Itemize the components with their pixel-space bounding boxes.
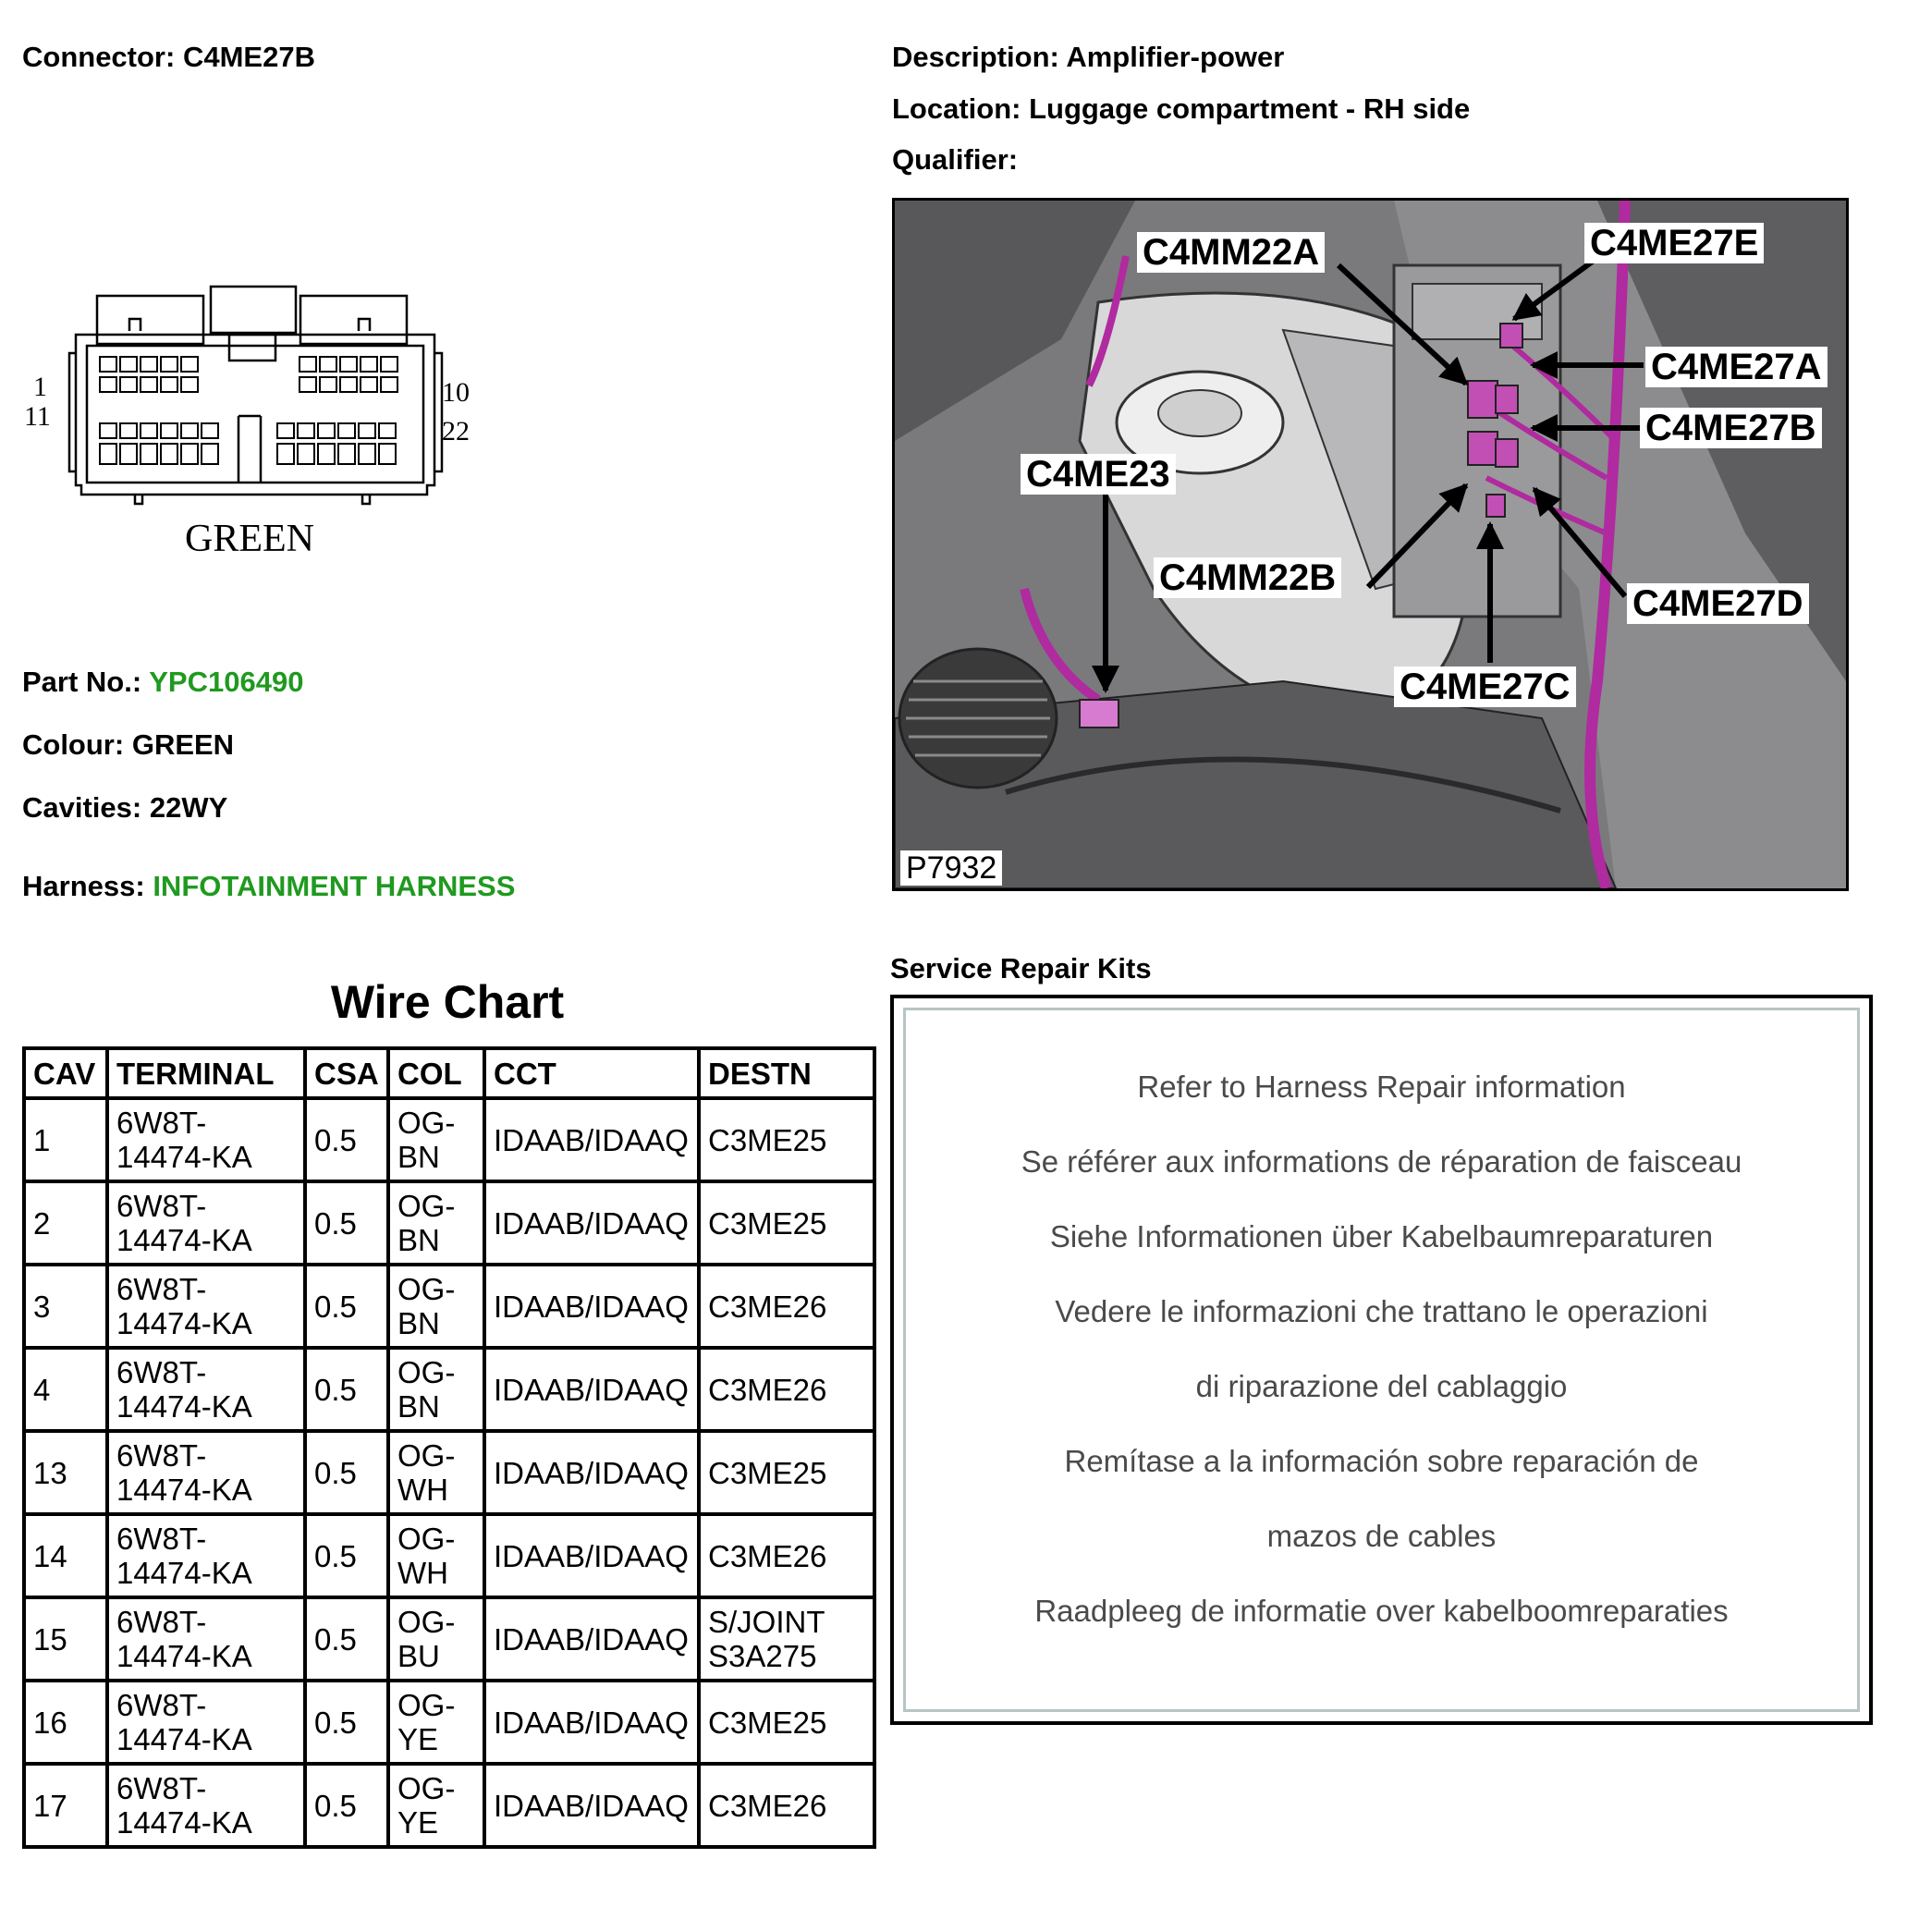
srk-line-it-2: di riparazione del cablaggio: [1195, 1369, 1568, 1403]
cell-cav: 1: [24, 1098, 107, 1181]
service-repair-kits-box: [890, 995, 1873, 1725]
luggage-compartment-illustration: [895, 201, 1846, 888]
cell-terminal: 6W8T- 14474-KA: [107, 1431, 305, 1514]
cell-cav: 17: [24, 1764, 107, 1847]
srk-line-nl: Raadpleeg de informatie over kabelboomreparaties: [1034, 1594, 1729, 1628]
cell-cav: 16: [24, 1681, 107, 1764]
colour-line: [22, 728, 234, 762]
srk-line-fr: Se référer aux informations de réparation de faisceau: [1021, 1144, 1742, 1179]
cell-destn: C3ME25: [699, 1098, 874, 1181]
cell-terminal: 6W8T- 14474-KA: [107, 1265, 305, 1348]
cell-col: OG- WH: [388, 1514, 484, 1597]
cavities-line: [22, 791, 227, 825]
srk-line-de: Siehe Informationen über Kabelbaumreparaturen: [1049, 1219, 1714, 1253]
location-label: Location:: [892, 92, 1021, 125]
cell-destn: S/JOINT S3A275: [699, 1597, 874, 1681]
cell-terminal: 6W8T- 14474-KA: [107, 1764, 305, 1847]
cell-destn: C3ME26: [699, 1764, 874, 1847]
col-header-csa: CSA: [305, 1048, 388, 1098]
harness-label: Harness:: [22, 870, 145, 902]
cell-col: OG- WH: [388, 1431, 484, 1514]
callout-c4me27d: C4ME27D: [1627, 583, 1809, 624]
cell-col: OG- YE: [388, 1764, 484, 1847]
cell-col: OG- BN: [388, 1265, 484, 1348]
cell-csa: 0.5: [305, 1098, 388, 1181]
cell-col: OG- BN: [388, 1098, 484, 1181]
cell-destn: C3ME26: [699, 1348, 874, 1431]
callout-c4me27c: C4ME27C: [1394, 666, 1576, 707]
service-repair-kits-inner: [903, 1008, 1860, 1712]
cavities-label: Cavities:: [22, 791, 142, 824]
cell-cav: 15: [24, 1597, 107, 1681]
figure-id: P7932: [900, 850, 1002, 886]
cell-cct: IDAAB/IDAAQ: [484, 1348, 699, 1431]
table-row: [24, 1265, 874, 1348]
cell-terminal: 6W8T- 14474-KA: [107, 1098, 305, 1181]
connector-label: Connector:: [22, 41, 176, 73]
cell-col: OG- BN: [388, 1348, 484, 1431]
connector-heading: [22, 41, 315, 74]
callout-c4me27e: C4ME27E: [1584, 223, 1764, 263]
col-header-destn: DESTN: [699, 1048, 874, 1098]
table-row: [24, 1514, 874, 1597]
cell-terminal: 6W8T- 14474-KA: [107, 1597, 305, 1681]
callout-c4mm22a: C4MM22A: [1137, 232, 1325, 273]
callout-c4me27a: C4ME27A: [1645, 347, 1828, 387]
cell-terminal: 6W8T- 14474-KA: [107, 1348, 305, 1431]
callout-c4mm22b: C4MM22B: [1154, 557, 1341, 598]
table-row: [24, 1098, 874, 1181]
cell-csa: 0.5: [305, 1431, 388, 1514]
cell-cav: 14: [24, 1514, 107, 1597]
cell-csa: 0.5: [305, 1681, 388, 1764]
cell-csa: 0.5: [305, 1348, 388, 1431]
colour-value: GREEN: [131, 728, 235, 761]
table-row: [24, 1597, 874, 1681]
col-header-cct: CCT: [484, 1048, 699, 1098]
pin-label-11: 11: [24, 401, 51, 432]
cell-destn: C3ME26: [699, 1265, 874, 1348]
cell-destn: C3ME25: [699, 1681, 874, 1764]
location-line: [892, 92, 1470, 126]
cell-cct: IDAAB/IDAAQ: [484, 1098, 699, 1181]
callout-c4me23: C4ME23: [1021, 454, 1176, 495]
connector-value: C4ME27B: [182, 41, 315, 73]
location-value: Luggage compartment - RH side: [1029, 92, 1471, 125]
cell-cct: IDAAB/IDAAQ: [484, 1597, 699, 1681]
cell-cct: IDAAB/IDAAQ: [484, 1681, 699, 1764]
wire-chart-header-row: [24, 1048, 874, 1098]
table-row: [24, 1431, 874, 1514]
cell-col: OG- BU: [388, 1597, 484, 1681]
cavities-value: 22WY: [149, 791, 228, 824]
wire-chart-table: [22, 1046, 876, 1849]
pin-label-1: 1: [33, 372, 47, 402]
srk-line-es-1: Remítase a la información sobre reparación de: [1064, 1444, 1699, 1478]
srk-line-es-2: mazos de cables: [1266, 1519, 1497, 1553]
cell-terminal: 6W8T- 14474-KA: [107, 1514, 305, 1597]
cell-cav: 4: [24, 1348, 107, 1431]
col-header-col: COL: [388, 1048, 484, 1098]
description-label: Description:: [892, 41, 1059, 73]
col-header-cav: CAV: [24, 1048, 107, 1098]
cell-cct: IDAAB/IDAAQ: [484, 1764, 699, 1847]
col-header-terminal: TERMINAL: [107, 1048, 305, 1098]
cell-cct: IDAAB/IDAAQ: [484, 1265, 699, 1348]
cell-cav: 3: [24, 1265, 107, 1348]
connector-colour-caption: GREEN: [185, 518, 314, 560]
cell-destn: C3ME25: [699, 1431, 874, 1514]
table-row: [24, 1764, 874, 1847]
location-photo: [892, 198, 1849, 891]
part-number-line: [22, 666, 303, 699]
cell-destn: C3ME25: [699, 1181, 874, 1265]
cell-csa: 0.5: [305, 1514, 388, 1597]
wire-chart-title: Wire Chart: [330, 976, 565, 1028]
table-row: [24, 1681, 874, 1764]
srk-line-it-1: Vedere le informazioni che trattano le operazioni: [1055, 1294, 1708, 1328]
cell-csa: 0.5: [305, 1597, 388, 1681]
colour-label: Colour:: [22, 728, 125, 761]
cell-col: OG- YE: [388, 1681, 484, 1764]
connector-face-diagram: [18, 277, 499, 573]
qualifier-label: Qualifier:: [892, 143, 1019, 176]
part-number-value: YPC106490: [149, 666, 304, 698]
pin-label-22: 22: [442, 416, 470, 446]
pin-label-10: 10: [442, 377, 470, 408]
description-value: Amplifier-power: [1066, 41, 1285, 73]
srk-line-en: Refer to Harness Repair information: [1137, 1070, 1626, 1104]
cell-cct: IDAAB/IDAAQ: [484, 1181, 699, 1265]
cell-destn: C3ME26: [699, 1514, 874, 1597]
cell-csa: 0.5: [305, 1265, 388, 1348]
cell-cav: 13: [24, 1431, 107, 1514]
cell-csa: 0.5: [305, 1181, 388, 1265]
cell-cct: IDAAB/IDAAQ: [484, 1431, 699, 1514]
cell-terminal: 6W8T- 14474-KA: [107, 1181, 305, 1265]
harness-value: INFOTAINMENT HARNESS: [153, 870, 516, 902]
cell-cav: 2: [24, 1181, 107, 1265]
callout-c4me27b: C4ME27B: [1640, 408, 1822, 448]
qualifier-line: [892, 143, 1018, 177]
cell-col: OG- BN: [388, 1181, 484, 1265]
part-label: Part No.:: [22, 666, 142, 698]
cell-csa: 0.5: [305, 1764, 388, 1847]
cell-terminal: 6W8T- 14474-KA: [107, 1681, 305, 1764]
service-repair-kits-title: Service Repair Kits: [890, 952, 1152, 984]
cell-cct: IDAAB/IDAAQ: [484, 1514, 699, 1597]
wire-chart-body: [24, 1098, 874, 1847]
description-line: [892, 41, 1284, 74]
table-row: [24, 1181, 874, 1265]
harness-line: [22, 870, 515, 903]
table-row: [24, 1348, 874, 1431]
